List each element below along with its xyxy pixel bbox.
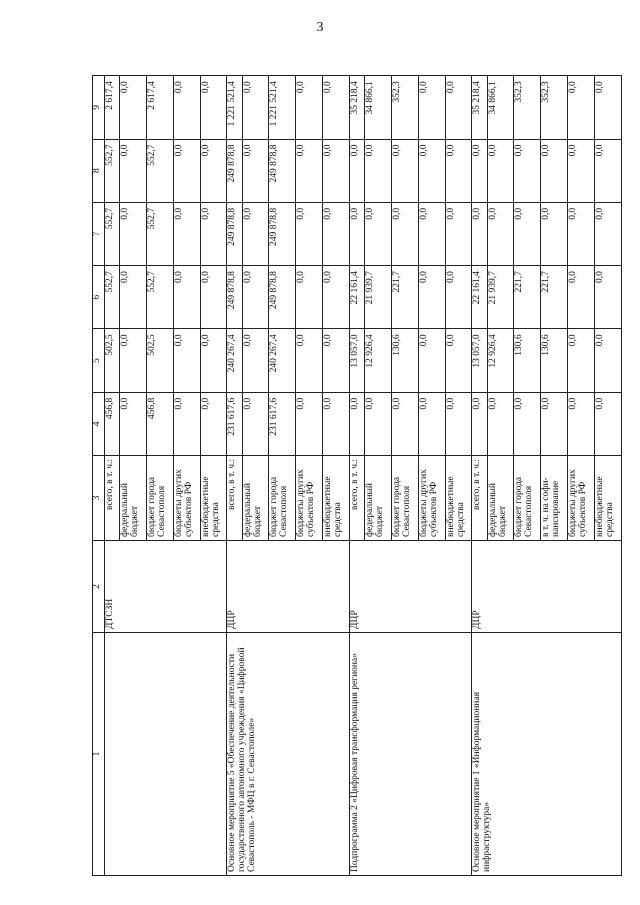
amount-cell: 22 161,4 xyxy=(349,266,364,329)
amount-cell: 221,7 xyxy=(541,266,568,329)
amount-cell: 1 221 521,4 xyxy=(269,76,296,139)
amount-cell: 0,0 xyxy=(568,392,595,455)
funding-source: в т. ч. на софи-нансирование xyxy=(541,456,568,541)
amount-cell: 0,0 xyxy=(296,329,323,392)
amount-cell: 130,6 xyxy=(514,329,541,392)
amount-cell: 0,0 xyxy=(200,329,227,392)
amount-cell: 249 878,8 xyxy=(269,202,296,265)
amount-cell: 221,7 xyxy=(514,266,541,329)
amount-cell: 22 161,4 xyxy=(472,266,487,329)
amount-cell: 0,0 xyxy=(568,76,595,139)
amount-cell: 0,0 xyxy=(514,202,541,265)
amount-cell: 34 866,1 xyxy=(365,76,392,139)
amount-cell: 12 926,4 xyxy=(487,329,514,392)
amount-cell: 249 878,8 xyxy=(227,202,242,265)
amount-cell: 0,0 xyxy=(120,202,147,265)
amount-cell: 0,0 xyxy=(594,139,621,202)
amount-cell: 21 939,7 xyxy=(487,266,514,329)
amount-cell: 0,0 xyxy=(296,139,323,202)
funding-source: всего, в т. ч.: xyxy=(227,456,242,541)
amount-cell: 0,0 xyxy=(594,392,621,455)
amount-cell: 13 057,0 xyxy=(472,329,487,392)
funding-source: бюджеты других субъектов РФ xyxy=(173,456,200,541)
amount-cell: 249 878,8 xyxy=(269,139,296,202)
column-number: 8 xyxy=(93,139,105,202)
column-number: 7 xyxy=(93,202,105,265)
amount-cell: 34 866,1 xyxy=(487,76,514,139)
amount-cell: 0,0 xyxy=(173,266,200,329)
amount-cell: 552,7 xyxy=(105,266,120,329)
column-number: 4 xyxy=(93,392,105,455)
budget-table xyxy=(92,75,622,876)
amount-cell: 0,0 xyxy=(323,266,350,329)
amount-cell: 0,0 xyxy=(173,76,200,139)
amount-cell: 0,0 xyxy=(568,139,595,202)
amount-cell: 0,0 xyxy=(242,329,269,392)
amount-cell: 221,7 xyxy=(391,266,418,329)
column-number: 1 xyxy=(93,633,105,876)
amount-cell: 0,0 xyxy=(242,139,269,202)
amount-cell: 0,0 xyxy=(173,202,200,265)
amount-cell: 0,0 xyxy=(472,392,487,455)
amount-cell: 0,0 xyxy=(514,392,541,455)
amount-cell: 0,0 xyxy=(242,266,269,329)
amount-cell: 0,0 xyxy=(349,392,364,455)
amount-cell: 0,0 xyxy=(594,76,621,139)
amount-cell: 0,0 xyxy=(594,266,621,329)
amount-cell: 0,0 xyxy=(514,139,541,202)
amount-cell: 231 617,6 xyxy=(269,392,296,455)
amount-cell: 0,0 xyxy=(594,329,621,392)
amount-cell: 0,0 xyxy=(120,266,147,329)
amount-cell: 0,0 xyxy=(445,329,472,392)
amount-cell: 352,3 xyxy=(391,76,418,139)
amount-cell: 0,0 xyxy=(173,139,200,202)
amount-cell: 0,0 xyxy=(365,392,392,455)
amount-cell: 456,8 xyxy=(105,392,120,455)
amount-cell: 0,0 xyxy=(200,392,227,455)
funding-source: бюджеты других субъектов РФ xyxy=(418,456,445,541)
amount-cell: 249 878,8 xyxy=(227,139,242,202)
amount-cell: 552,7 xyxy=(105,139,120,202)
funding-source: бюджет города Севастополя xyxy=(269,456,296,541)
amount-cell: 0,0 xyxy=(541,392,568,455)
amount-cell: 249 878,8 xyxy=(227,266,242,329)
amount-cell: 35 218,4 xyxy=(349,76,364,139)
rotated-table-container xyxy=(92,76,622,876)
table-body xyxy=(105,76,622,876)
amount-cell: 0,0 xyxy=(296,392,323,455)
amount-cell: 130,6 xyxy=(541,329,568,392)
funding-source: федеральный бюджет xyxy=(242,456,269,541)
amount-cell: 0,0 xyxy=(391,392,418,455)
amount-cell: 240 267,4 xyxy=(269,329,296,392)
amount-cell: 0,0 xyxy=(349,202,364,265)
amount-cell: 0,0 xyxy=(445,202,472,265)
amount-cell: 0,0 xyxy=(323,329,350,392)
funding-source: всего, в т. ч.: xyxy=(105,456,120,541)
amount-cell: 0,0 xyxy=(323,392,350,455)
amount-cell: 0,0 xyxy=(445,266,472,329)
amount-cell: 352,3 xyxy=(541,76,568,139)
amount-cell: 0,0 xyxy=(349,139,364,202)
amount-cell: 456,8 xyxy=(147,392,174,455)
amount-cell: 0,0 xyxy=(120,76,147,139)
activity-name xyxy=(105,633,227,876)
amount-cell: 0,0 xyxy=(568,329,595,392)
amount-cell: 0,0 xyxy=(541,139,568,202)
executor: ДТСЗН xyxy=(105,541,227,633)
amount-cell: 0,0 xyxy=(173,392,200,455)
funding-source: внебюджетные средства xyxy=(445,456,472,541)
column-number: 3 xyxy=(93,456,105,541)
amount-cell: 0,0 xyxy=(445,139,472,202)
executor: ДЦР xyxy=(349,541,471,633)
funding-source: внебюджетные средства xyxy=(323,456,350,541)
amount-cell: 12 926,4 xyxy=(365,329,392,392)
amount-cell: 13 057,0 xyxy=(349,329,364,392)
amount-cell: 0,0 xyxy=(418,139,445,202)
amount-cell: 21 939,7 xyxy=(365,266,392,329)
table-row xyxy=(105,76,120,876)
amount-cell: 0,0 xyxy=(365,202,392,265)
amount-cell: 0,0 xyxy=(323,76,350,139)
table-row xyxy=(349,76,364,876)
amount-cell: 0,0 xyxy=(418,266,445,329)
executor: ДЦР xyxy=(472,541,622,633)
amount-cell: 0,0 xyxy=(296,266,323,329)
amount-cell: 0,0 xyxy=(568,266,595,329)
executor: ДЦР xyxy=(227,541,349,633)
amount-cell: 0,0 xyxy=(242,392,269,455)
funding-source: бюджет города Севастополя xyxy=(391,456,418,541)
amount-cell: 130,6 xyxy=(391,329,418,392)
amount-cell: 0,0 xyxy=(200,266,227,329)
amount-cell: 0,0 xyxy=(594,202,621,265)
amount-cell: 0,0 xyxy=(487,392,514,455)
amount-cell: 0,0 xyxy=(541,202,568,265)
funding-source: бюджеты других субъектов РФ xyxy=(296,456,323,541)
amount-cell: 0,0 xyxy=(418,76,445,139)
amount-cell: 552,7 xyxy=(147,266,174,329)
amount-cell: 552,7 xyxy=(105,202,120,265)
amount-cell: 0,0 xyxy=(418,392,445,455)
funding-source: федеральный бюджет xyxy=(487,456,514,541)
amount-cell: 0,0 xyxy=(242,76,269,139)
amount-cell: 502,5 xyxy=(105,329,120,392)
funding-source: внебюджетные средства xyxy=(200,456,227,541)
amount-cell: 502,5 xyxy=(147,329,174,392)
amount-cell: 0,0 xyxy=(445,392,472,455)
amount-cell: 0,0 xyxy=(200,139,227,202)
column-number: 5 xyxy=(93,329,105,392)
amount-cell: 0,0 xyxy=(120,392,147,455)
amount-cell: 0,0 xyxy=(200,76,227,139)
activity-name: Основное мероприятие 1 «Информационная инфраструктура» xyxy=(472,633,622,876)
amount-cell: 0,0 xyxy=(200,202,227,265)
table-row xyxy=(227,76,242,876)
column-number: 6 xyxy=(93,266,105,329)
activity-name: Основное мероприятие 5 «Обеспечение деятельности государственного автономного учреждения «Цифровой Севастополь - МФЦ в г. Севастополе» xyxy=(227,633,349,876)
activity-name: Подпрограмма 2 «Цифровая трансформация региона» xyxy=(349,633,471,876)
amount-cell: 352,3 xyxy=(514,76,541,139)
amount-cell: 0,0 xyxy=(391,139,418,202)
amount-cell: 1 221 521,4 xyxy=(227,76,242,139)
funding-source: федеральный бюджет xyxy=(365,456,392,541)
funding-source: федеральный бюджет xyxy=(120,456,147,541)
funding-source: бюджеты других субъектов РФ xyxy=(568,456,595,541)
amount-cell: 0,0 xyxy=(418,202,445,265)
funding-source: всего, в т. ч.: xyxy=(349,456,364,541)
amount-cell: 0,0 xyxy=(568,202,595,265)
column-number: 2 xyxy=(93,541,105,633)
amount-cell: 0,0 xyxy=(242,202,269,265)
amount-cell: 240 267,4 xyxy=(227,329,242,392)
amount-cell: 249 878,8 xyxy=(269,266,296,329)
column-number-row xyxy=(93,76,105,876)
amount-cell: 2 617,4 xyxy=(147,76,174,139)
funding-source: внебюджетные средства xyxy=(594,456,621,541)
amount-cell: 0,0 xyxy=(487,139,514,202)
amount-cell: 0,0 xyxy=(391,202,418,265)
amount-cell: 0,0 xyxy=(296,202,323,265)
amount-cell: 0,0 xyxy=(418,329,445,392)
amount-cell: 0,0 xyxy=(120,139,147,202)
amount-cell: 0,0 xyxy=(323,202,350,265)
column-number: 9 xyxy=(93,76,105,139)
amount-cell: 0,0 xyxy=(472,202,487,265)
amount-cell: 552,7 xyxy=(147,139,174,202)
amount-cell: 35 218,4 xyxy=(472,76,487,139)
amount-cell: 0,0 xyxy=(365,139,392,202)
amount-cell: 0,0 xyxy=(487,202,514,265)
funding-source: бюджет города Севастополя xyxy=(147,456,174,541)
funding-source: всего, в т. ч.: xyxy=(472,456,487,541)
table-row xyxy=(472,76,487,876)
amount-cell: 0,0 xyxy=(120,329,147,392)
funding-source: бюджет города Севастополя xyxy=(514,456,541,541)
amount-cell: 0,0 xyxy=(323,139,350,202)
amount-cell: 231 617,6 xyxy=(227,392,242,455)
amount-cell: 2 617,4 xyxy=(105,76,120,139)
amount-cell: 0,0 xyxy=(173,329,200,392)
amount-cell: 0,0 xyxy=(445,76,472,139)
page-number: 3 xyxy=(316,20,324,35)
amount-cell: 0,0 xyxy=(296,76,323,139)
amount-cell: 552,7 xyxy=(147,202,174,265)
amount-cell: 0,0 xyxy=(472,139,487,202)
